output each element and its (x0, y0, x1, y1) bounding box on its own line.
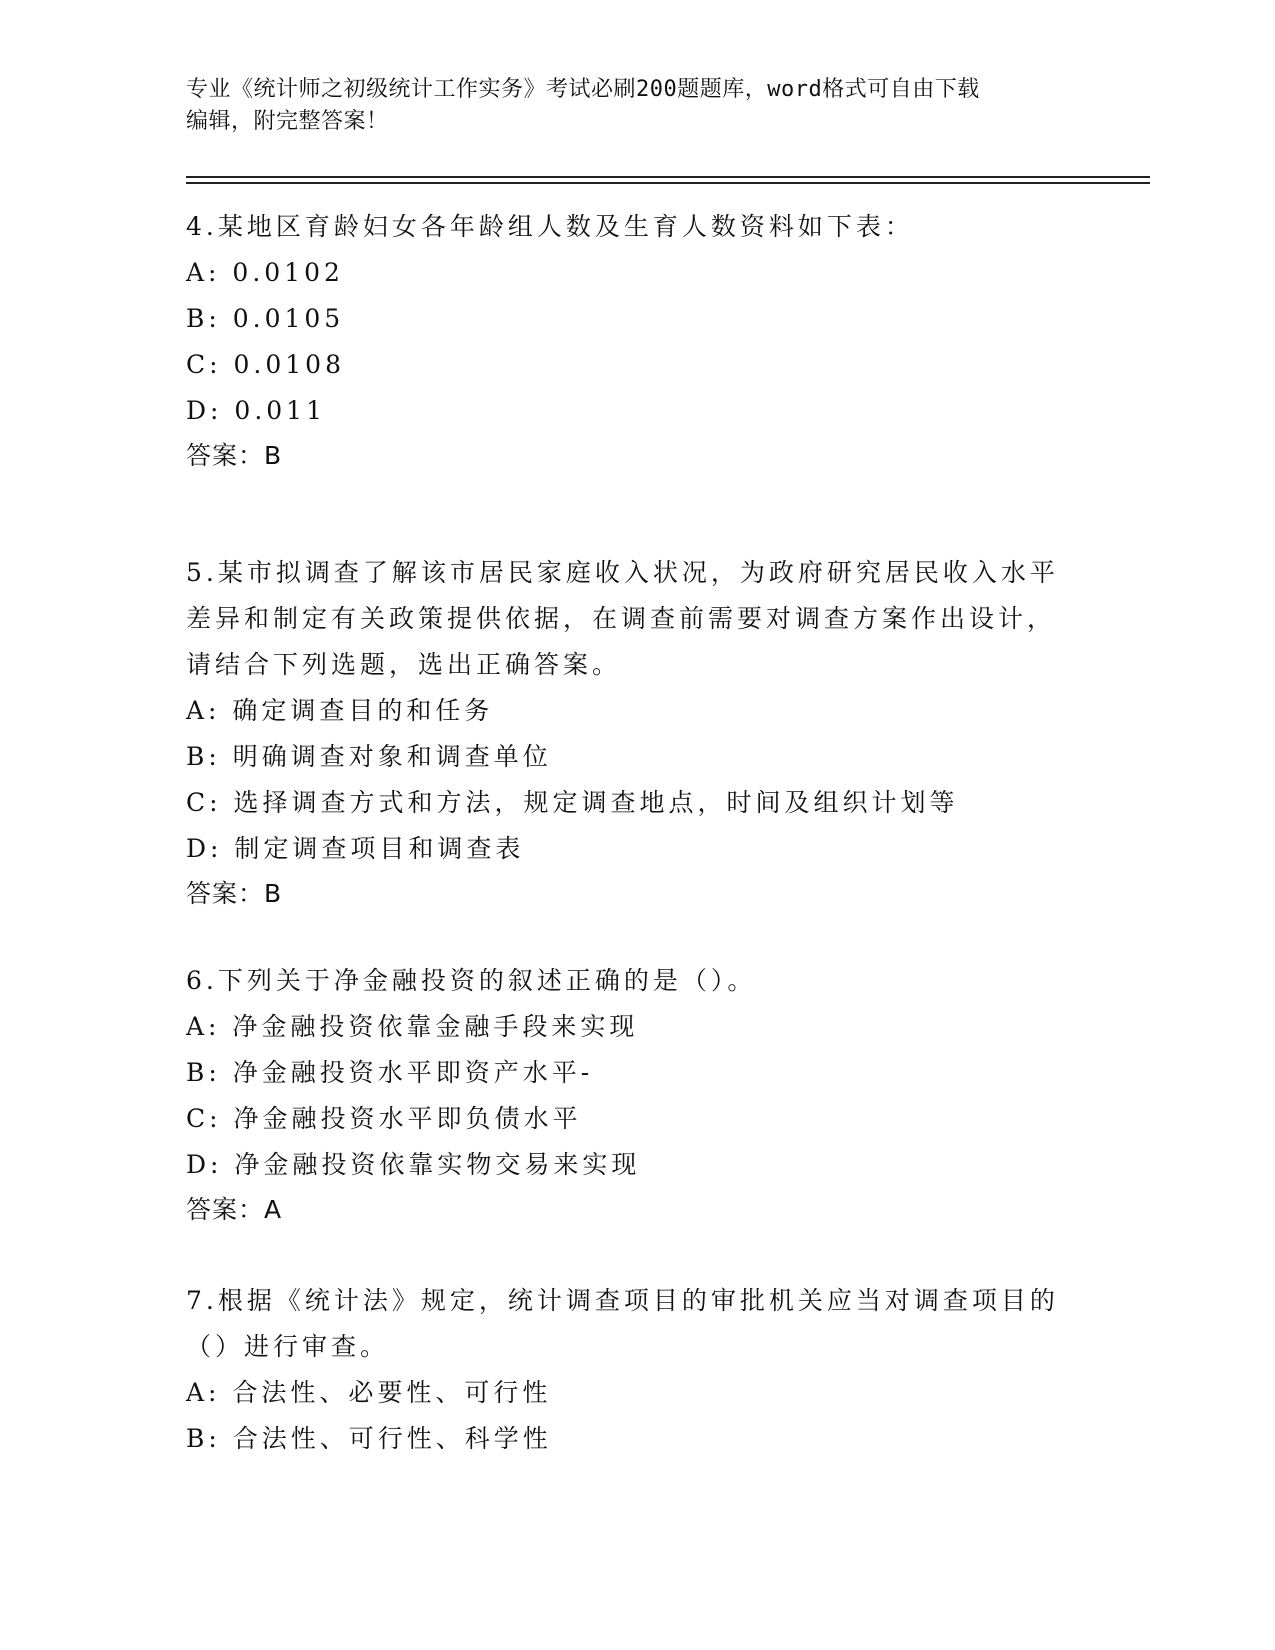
question-text: 6.下列关于净金融投资的叙述正确的是（）。 (186, 966, 757, 995)
option-a: A: 0.0102 (186, 258, 344, 287)
option-b: B: 0.0105 (186, 304, 345, 333)
option-a: A: 合法性、必要性、可行性 (186, 1378, 552, 1407)
option-b: B: 明确调查对象和调查单位 (186, 742, 552, 771)
option-c: C: 选择调查方式和方法，规定调查地点，时间及组织计划等 (186, 788, 959, 817)
document-header (186, 74, 1066, 138)
option-d: D: 制定调查项目和调查表 (186, 834, 525, 863)
option-c: C: 净金融投资水平即负债水平 (186, 1104, 582, 1133)
question-4 (186, 204, 1086, 478)
answer: 答案：B (186, 879, 283, 908)
question-text-line-1: 5.某市拟调查了解该市居民家庭收入状况，为政府研究居民收入水平 (186, 558, 1059, 587)
option-d: D: 净金融投资依靠实物交易来实现 (186, 1150, 641, 1179)
question-7 (186, 1278, 1086, 1462)
option-a: A: 确定调查目的和任务 (186, 696, 494, 725)
question-text-line-1: 7.根据《统计法》规定，统计调查项目的审批机关应当对调查项目的 (186, 1286, 1059, 1315)
option-d: D: 0.011 (186, 396, 326, 425)
header-line-1: 专业《统计师之初级统计工作实务》考试必刷200题题库，word格式可自由下载 (186, 77, 980, 102)
question-text-line-2: 差异和制定有关政策提供依据，在调查前需要对调查方案作出设计， (186, 604, 1057, 633)
question-text: 4.某地区育龄妇女各年龄组人数及生育人数资料如下表： (186, 212, 914, 241)
option-b: B: 合法性、可行性、科学性 (186, 1424, 552, 1453)
answer: 答案：B (186, 441, 283, 470)
question-text-line-2: （）进行审查。 (186, 1332, 390, 1361)
question-6 (186, 958, 1086, 1232)
option-b: B: 净金融投资水平即资产水平- (186, 1058, 594, 1087)
question-5 (186, 550, 1086, 916)
header-line-2: 编辑，附完整答案！ (186, 109, 389, 134)
option-a: A: 净金融投资依靠金融手段来实现 (186, 1012, 639, 1041)
header-divider-bottom (186, 182, 1150, 184)
option-c: C: 0.0108 (186, 350, 345, 379)
question-text-line-3: 请结合下列选题，选出正确答案。 (186, 650, 622, 679)
answer: 答案：A (186, 1195, 283, 1224)
header-divider-top (186, 176, 1150, 178)
